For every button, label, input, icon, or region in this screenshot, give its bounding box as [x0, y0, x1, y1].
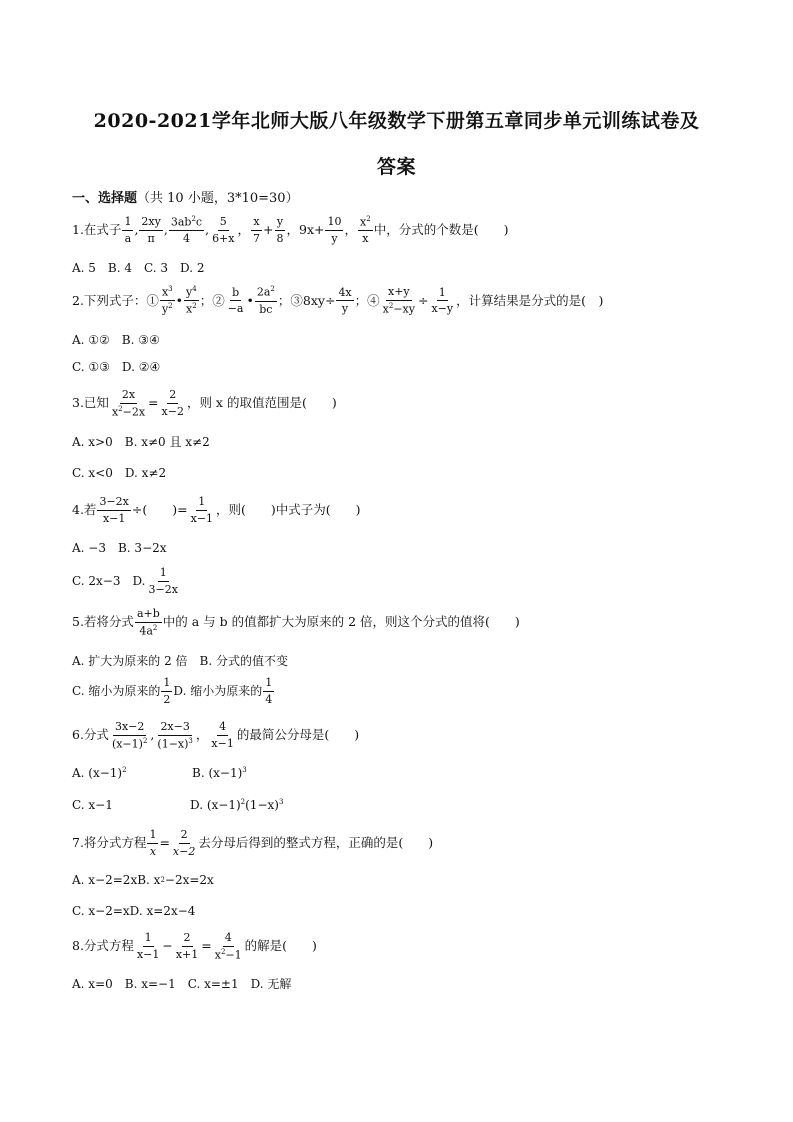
fraction: $\frac{x+y}{x^2-xy}$	[382, 285, 415, 316]
q7-suffix: 去分母后得到的整式方程，正确的是( )	[198, 835, 434, 850]
q5-prefix: 5.若将分式	[72, 614, 134, 630]
q5-options-ab: A. 扩大为原来的 2 倍 B. 分式的值不变	[72, 654, 289, 668]
q6-suffix: 的最简公分母是( )	[236, 727, 360, 743]
fraction: $\frac{1}{x-1}$	[190, 495, 213, 525]
plus-sign: +	[263, 222, 274, 238]
fraction: $3ab^2c$ 4	[170, 215, 203, 246]
fraction: 1 a	[124, 215, 132, 246]
document-title	[40, 98, 753, 190]
q4-options-cd: C. 2x−3 D. 1 3−2x	[72, 566, 178, 596]
question-4	[72, 495, 361, 526]
fraction: 3x−2 $(x-1)^2$	[111, 720, 148, 751]
equals-sign: =	[148, 395, 159, 411]
fraction: $2a^2$ bc	[256, 285, 275, 316]
fraction: $\frac{2x}{x^2-2x}$	[111, 388, 146, 419]
q3-options-ab: A. x>0 B. x≠0 且 x≠2	[72, 435, 210, 449]
q1-prefix: 1.在式子	[72, 222, 122, 238]
q3-prefix: 3.已知	[72, 395, 109, 411]
q7-options-cd: C. x−2=xD. x=2x−4	[72, 904, 196, 918]
fraction: $\frac{2}{x+1}$	[175, 931, 199, 962]
q4-suffix: ，则( )中式子为( )	[215, 502, 361, 517]
fraction: $\frac{3-2x}{x-1}$	[99, 495, 129, 525]
fraction: 2xy π	[141, 215, 161, 246]
q1-options: A. 5 B. 4 C. 3 D. 2	[72, 261, 205, 275]
question-2	[72, 285, 603, 317]
section-heading	[72, 187, 299, 206]
question-5	[72, 607, 520, 638]
q2-prefix: 2.下列式子：①	[72, 292, 159, 308]
q7-options-ab: A. x−2=2xB. x 2 −2x=2x	[72, 873, 214, 887]
q4-middle: ÷( )=	[131, 502, 188, 517]
q1-term: 9x+	[299, 222, 325, 238]
fraction: $x^3$ $y^2$	[161, 285, 173, 317]
fraction: b −a	[227, 285, 244, 316]
equals-sign: =	[159, 835, 170, 850]
question-3	[72, 388, 337, 419]
q2-sep-2: ；②	[199, 292, 225, 308]
fraction: 1 3−2x	[148, 566, 178, 596]
fraction: $y^4$ $x^2$	[186, 285, 197, 317]
q6-options-cd: C. x−1 D. $(x-1)^2(1-x)^3$	[72, 798, 284, 812]
fraction: 2x−3 $(1-x)^3$	[157, 720, 193, 751]
q2-sep-4: ；④	[354, 292, 380, 308]
q8-suffix: 的解是( )	[244, 938, 317, 954]
q6-prefix: 6.分式	[72, 727, 109, 743]
fraction: 1 4	[265, 676, 273, 706]
q2-suffix: ，计算结果是分式的是( )	[456, 292, 604, 308]
section-note: （共 10 小题，3*10=30）	[137, 191, 299, 206]
q7-prefix: 7.将分式方程	[72, 835, 147, 850]
q5-suffix: 中的 a 与 b 的值都扩大为原来的 2 倍，则这个分式的值将( )	[162, 614, 520, 630]
fraction: $\frac{y}{8}$	[276, 215, 284, 246]
fraction: 4 x−1	[211, 720, 234, 751]
q1-suffix: 中，分式的个数是( )	[373, 222, 509, 238]
fraction: $\frac{4x}{y}$	[338, 285, 352, 316]
fraction: x 7	[253, 215, 260, 246]
q3-suffix: ，则 x 的取值范围是( )	[186, 395, 337, 411]
question-6: 6.分式 3x−2 $(x-1)^2$ , 2x−3 $(1-x)^3$ ， 4 x−1 的最简公分母是( )	[72, 720, 360, 751]
question-1: 1.在式子 1 a , 2xy π , $3ab^2c$ 4 , 5 6+x ， x 7 + $\frac{y}{8}$ ， 9x+ $\frac{10}{y}$ ， $x^2$ x 中，分式的个数是( )	[72, 215, 509, 246]
q8-prefix: 8.分式方程	[72, 938, 134, 954]
minus-sign: −	[162, 938, 173, 954]
equals-sign: =	[201, 938, 212, 954]
section-label: 一、选择题	[72, 191, 138, 206]
question-8	[72, 931, 317, 962]
dot-operator: •	[246, 292, 254, 308]
q5-options-cd: C. 缩小为原来的 1 2 D. 缩小为原来的 1 4	[72, 676, 273, 706]
q4-options-ab: A. −3 B. 3−2x	[72, 541, 167, 555]
fraction: 1 2	[163, 676, 171, 706]
fraction: 1 x−1	[136, 931, 160, 962]
question-7	[72, 828, 433, 859]
fraction: $\frac{1}{x}$	[149, 828, 157, 858]
title-line-2: 答案	[376, 156, 416, 178]
fraction: $x^2$ x	[360, 215, 371, 246]
fraction: $\frac{1}{x-y}$	[431, 285, 454, 316]
title-line-1: 2020-2021学年北师大版八年级数学下册第五章同步单元训练试卷及	[93, 110, 700, 132]
q3-options-cd: C. x<0 D. x≠2	[72, 466, 167, 480]
dot-operator: •	[175, 292, 183, 308]
fraction: $\frac{10}{y}$	[327, 215, 342, 246]
fraction: 5 6+x	[212, 215, 235, 246]
q2-options-ab: A. ①② B. ③④	[72, 333, 160, 347]
q6-options-ab: A. $(x-1)^2$ B. $(x-1)^3$	[72, 766, 247, 780]
q2-options-cd: C. ①③ D. ②④	[72, 360, 161, 374]
q4-prefix: 4.若	[72, 502, 97, 517]
q8-options: A. x=0 B. x=−1 C. x=±1 D. 无解	[72, 977, 292, 991]
fraction: $\frac{2}{x-2}$	[161, 388, 184, 419]
fraction: a+b $4a^2$	[136, 607, 160, 638]
fraction: $\frac{4}{x^2-1}$	[214, 931, 242, 962]
fraction: $\frac{2}{x-2}$	[172, 828, 196, 858]
q2-sep-3: ；③8xy÷	[277, 292, 336, 308]
divide-sign: ÷	[417, 292, 429, 308]
